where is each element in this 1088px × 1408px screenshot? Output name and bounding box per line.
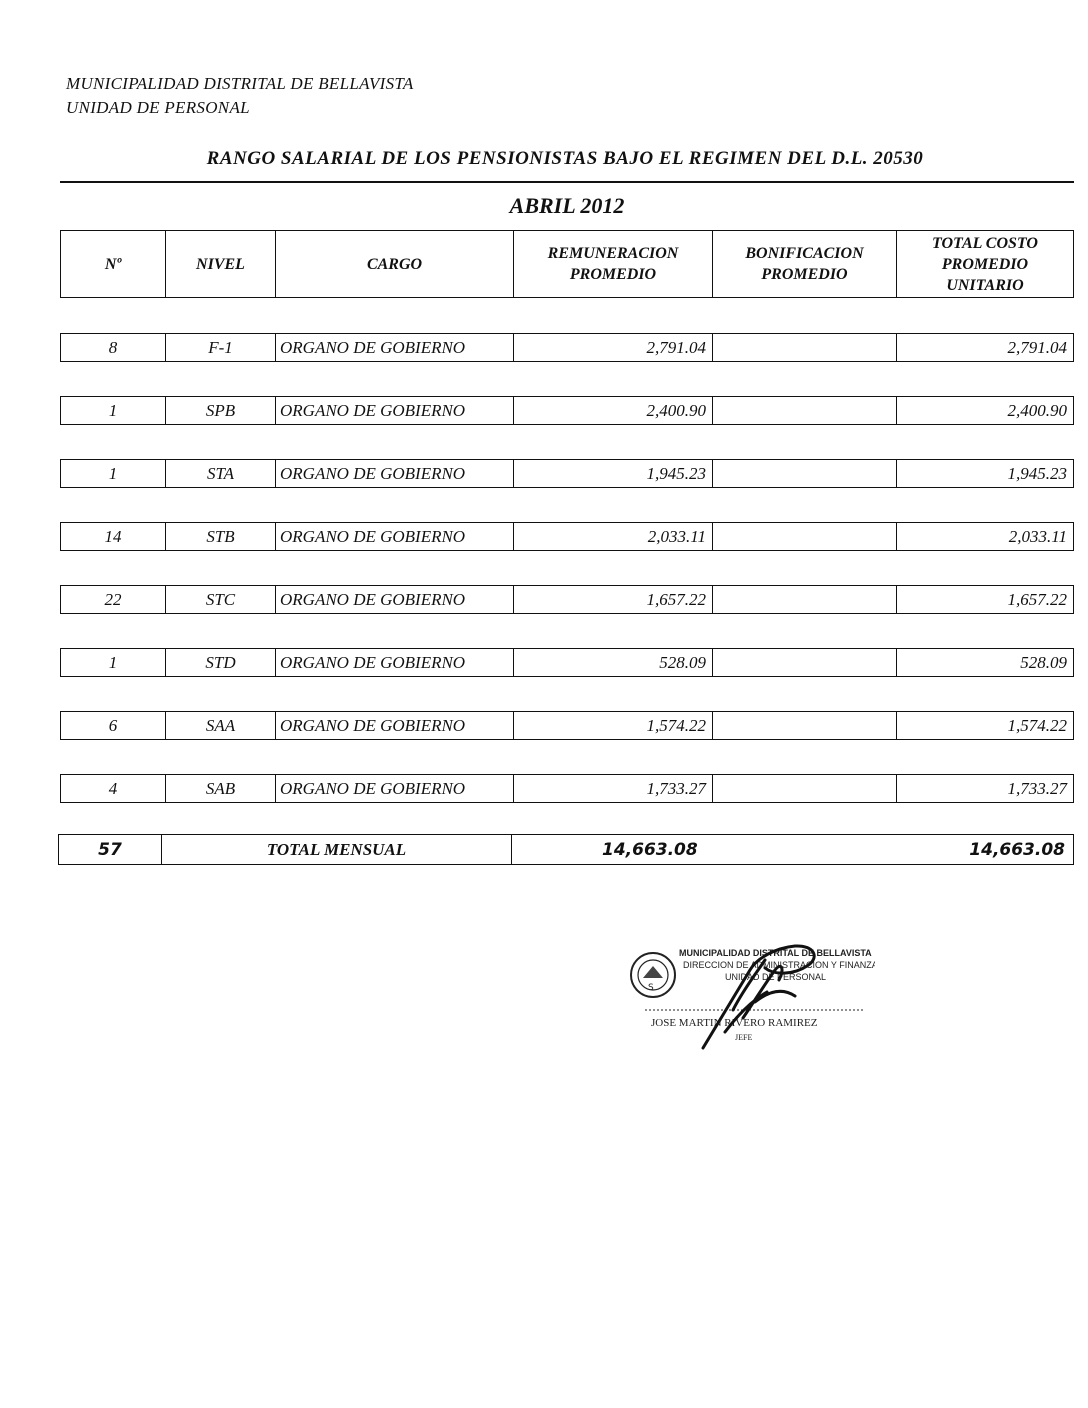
document-title: RANGO SALARIAL DE LOS PENSIONISTAS BAJO EL REGIMEN DEL D.L. 20530 bbox=[206, 148, 924, 169]
cell-nivel: STB bbox=[165, 522, 276, 551]
cell-cargo: ORGANO DE GOBIERNO bbox=[275, 648, 514, 677]
stamp-line2: DIRECCION DE ADMINISTRACION Y FINANZAS bbox=[683, 960, 875, 970]
col-header-total: TOTAL COSTO PROMEDIO UNITARIO bbox=[896, 230, 1074, 298]
cell-nivel: SPB bbox=[165, 396, 276, 425]
cell-cargo: ORGANO DE GOBIERNO bbox=[275, 711, 514, 740]
cell-total: 1,574.22 bbox=[896, 711, 1074, 740]
cell-cargo: ORGANO DE GOBIERNO bbox=[275, 522, 514, 551]
cell-total: 528.09 bbox=[896, 648, 1074, 677]
cell-n: 8 bbox=[60, 333, 166, 362]
cell-nivel: STD bbox=[165, 648, 276, 677]
cell-remuneracion: 2,400.90 bbox=[513, 396, 713, 425]
cell-bonificacion bbox=[712, 459, 897, 488]
cell-bonificacion bbox=[712, 711, 897, 740]
cell-n: 22 bbox=[60, 585, 166, 614]
stamp-line3: UNIDAD DE PERSONAL bbox=[725, 972, 827, 982]
org-unit: UNIDAD DE PERSONAL bbox=[66, 98, 250, 117]
cell-total: 1,945.23 bbox=[896, 459, 1074, 488]
official-stamp bbox=[625, 940, 875, 1052]
total-remuneracion: 14,663.08 bbox=[602, 839, 698, 860]
cell-total: 1,657.22 bbox=[896, 585, 1074, 614]
cell-total: 2,791.04 bbox=[896, 333, 1074, 362]
col-header-cargo: CARGO bbox=[275, 230, 514, 298]
cell-total: 1,733.27 bbox=[896, 774, 1074, 803]
total-label: TOTAL MENSUAL bbox=[161, 834, 512, 865]
cell-remuneracion: 2,791.04 bbox=[513, 333, 713, 362]
cell-bonificacion bbox=[712, 648, 897, 677]
total-amounts bbox=[511, 834, 1074, 865]
cell-total: 2,033.11 bbox=[896, 522, 1074, 551]
cell-cargo: ORGANO DE GOBIERNO bbox=[275, 396, 514, 425]
cell-n: 1 bbox=[60, 459, 166, 488]
cell-bonificacion bbox=[712, 396, 897, 425]
org-name: MUNICIPALIDAD DISTRITAL DE BELLAVISTA bbox=[66, 74, 414, 93]
total-costo: 14,663.08 bbox=[969, 839, 1065, 860]
cell-nivel: F-1 bbox=[165, 333, 276, 362]
cell-n: 4 bbox=[60, 774, 166, 803]
cell-n: 1 bbox=[60, 396, 166, 425]
stamp-line1: MUNICIPALIDAD DISTRITAL DE BELLAVISTA bbox=[679, 948, 872, 958]
svg-text:S: S bbox=[648, 983, 654, 993]
cell-n: 1 bbox=[60, 648, 166, 677]
col-header-nivel: NIVEL bbox=[165, 230, 276, 298]
total-count: 57 bbox=[58, 834, 162, 865]
cell-remuneracion: 1,945.23 bbox=[513, 459, 713, 488]
cell-remuneracion: 1,574.22 bbox=[513, 711, 713, 740]
cell-remuneracion: 2,033.11 bbox=[513, 522, 713, 551]
cell-bonificacion bbox=[712, 522, 897, 551]
cell-remuneracion: 1,733.27 bbox=[513, 774, 713, 803]
cell-cargo: ORGANO DE GOBIERNO bbox=[275, 774, 514, 803]
cell-nivel: STC bbox=[165, 585, 276, 614]
cell-total: 2,400.90 bbox=[896, 396, 1074, 425]
signer-name: JOSE MARTIN RIVERO RAMIREZ bbox=[651, 1017, 818, 1029]
col-header-remuneracion: REMUNERACION PROMEDIO bbox=[513, 230, 713, 298]
period-label: ABRIL 2012 bbox=[509, 193, 625, 218]
cell-n: 6 bbox=[60, 711, 166, 740]
cell-bonificacion bbox=[712, 774, 897, 803]
cell-remuneracion: 528.09 bbox=[513, 648, 713, 677]
signer-role: JEFE bbox=[735, 1033, 753, 1042]
municipal-seal-icon bbox=[631, 953, 675, 997]
cell-nivel: SAA bbox=[165, 711, 276, 740]
cell-bonificacion bbox=[712, 333, 897, 362]
title-rule bbox=[60, 181, 1074, 183]
cell-cargo: ORGANO DE GOBIERNO bbox=[275, 459, 514, 488]
cell-nivel: SAB bbox=[165, 774, 276, 803]
cell-nivel: STA bbox=[165, 459, 276, 488]
col-header-n: Nº bbox=[60, 230, 166, 298]
cell-cargo: ORGANO DE GOBIERNO bbox=[275, 585, 514, 614]
cell-cargo: ORGANO DE GOBIERNO bbox=[275, 333, 514, 362]
cell-bonificacion bbox=[712, 585, 897, 614]
col-header-bonificacion: BONIFICACION PROMEDIO bbox=[712, 230, 897, 298]
cell-n: 14 bbox=[60, 522, 166, 551]
cell-remuneracion: 1,657.22 bbox=[513, 585, 713, 614]
